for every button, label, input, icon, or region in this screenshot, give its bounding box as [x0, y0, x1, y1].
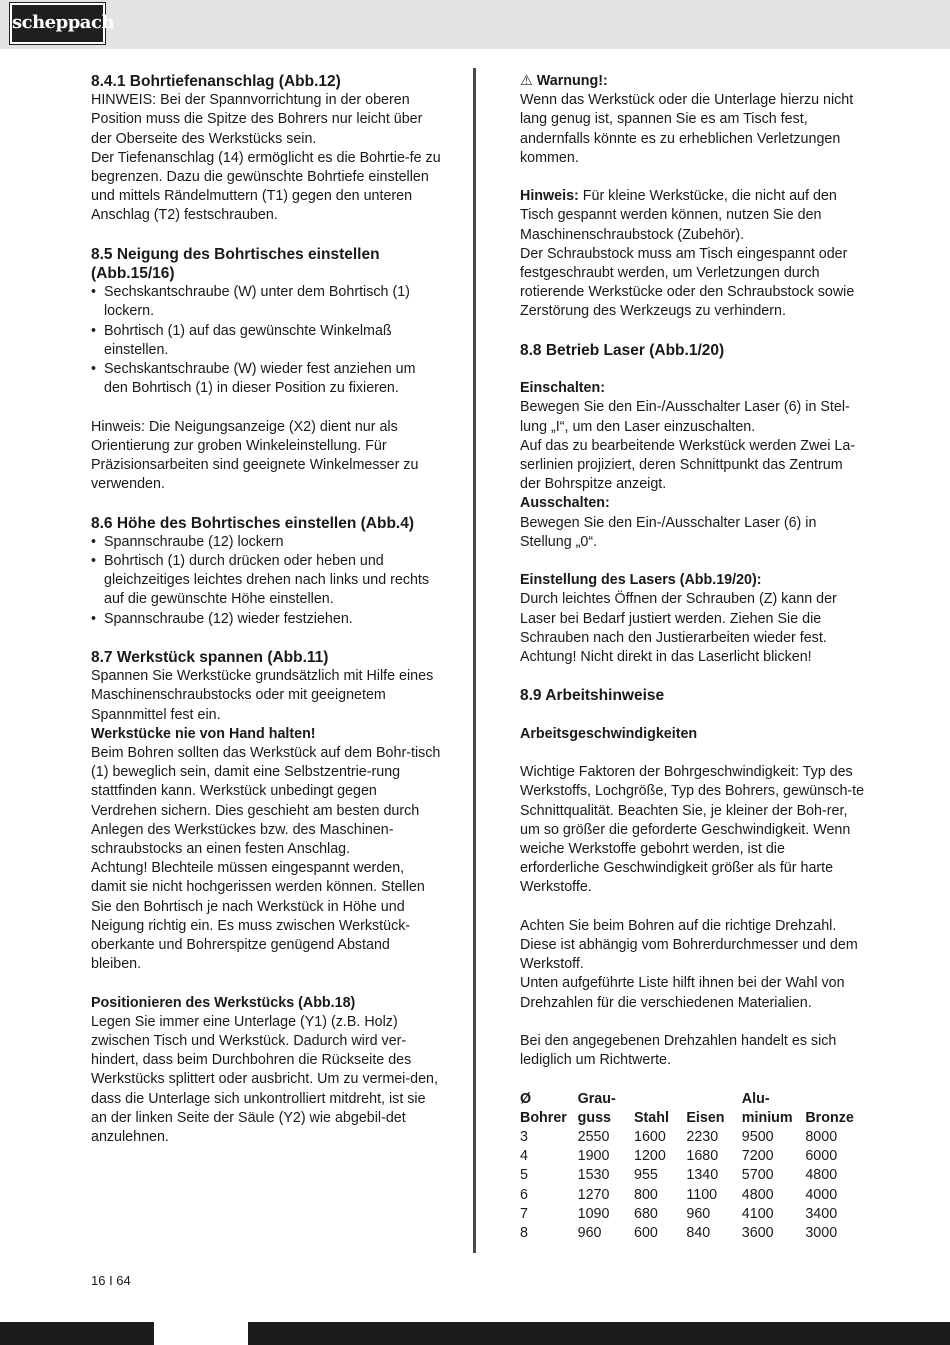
section-8-7-text: Spannen Sie Werkstücke grundsätzlich mit Hilfe eines Maschinenschraubstocks oder mit geeignetem Spannmittel fest ein.	[91, 668, 434, 723]
section-8-7-text-2: Beim Bohren sollten das Werkstück auf dem Bohr-tisch (1) beweglich sein, damit eine Selbstzentrie-rung stattfinden kann. Werkstück unbedingt gegen Verdrehen sichern. Dies geschieht am besten durch Anlegen des Werkstückes bzw. des Maschinen-schraubstocks an einen festen Anschlag.	[91, 745, 441, 858]
table-cell: 3000	[805, 1225, 838, 1242]
table-cell: 5700	[741, 1167, 774, 1184]
table-header-cell: Alu-	[741, 1090, 770, 1107]
table-cell: 8000	[805, 1129, 838, 1146]
hint-body: Für kleine Werkstücke, die nicht auf den Tisch gespannt werden können, nutzen Sie den Maschinenschraubstock (Zubehör).	[520, 188, 837, 243]
speed-table	[520, 1090, 865, 1244]
table-cell: 4000	[805, 1186, 838, 1203]
switch-on-title: Einschalten:	[520, 380, 606, 397]
table-cell: 6	[520, 1186, 528, 1203]
column-divider	[473, 68, 476, 1253]
table-row	[520, 1166, 865, 1185]
switch-on-text-2: Auf das zu bearbeitende Werkstück werden Zwei La-serlinien projiziert, deren Schnittpunkt das Zentrum der Bohrspitze anzeigt.	[520, 437, 856, 493]
table-cell: 840	[686, 1225, 711, 1242]
warning-text: Wenn das Werkstück oder die Unterlage hierzu nicht lang genug ist, spannen Sie es am Tisch fest, andernfalls könnte es zu erheblichen Verletzungen kommen.	[520, 92, 854, 166]
table-header-cell	[634, 1090, 686, 1109]
hint-text	[520, 187, 865, 245]
table-cell: 1270	[577, 1186, 610, 1203]
section-8-4-1-note: HINWEIS: Bei der Spannvorrichtung in der oberen Position muss die Spitze des Bohrers nur leicht über der Oberseite des Werkstücks sein.	[91, 92, 423, 147]
table-cell: 600	[634, 1225, 658, 1242]
footer-bar-gap	[154, 1322, 248, 1345]
table-header-row	[520, 1090, 865, 1109]
table-header-cell	[805, 1090, 865, 1109]
section-8-6-title: 8.6 Höhe des Bohrtisches einstellen (Abb.4)	[91, 514, 414, 532]
section-8-9-title: 8.9 Arbeitshinweise	[520, 687, 665, 705]
section-8-5-title: 8.5 Neigung des Bohrtisches einstellen (Abb.15/16)	[91, 245, 380, 283]
table-cell: 3600	[741, 1225, 774, 1242]
table-cell: 4800	[805, 1167, 838, 1184]
positioning-text: Legen Sie immer eine Unterlage (Y1) (z.B. Holz) zwischen Tisch und Werkstück. Dadurch wird ver-hindert, dass beim Durchbohren die Rückseite des Werkstücks splittert oder ausbricht. Um zu vermei-den, dass die Unterlage sich unkontrolliert mitdreht, ist sie an der linken Seite der Säule (Y2) wie abgebil-det anzulehnen.	[91, 1013, 438, 1146]
table-header-cell: Grau-	[577, 1090, 616, 1107]
table-cell: 2230	[686, 1129, 719, 1146]
section-8-5-list	[91, 283, 441, 398]
switch-off-text: Bewegen Sie den Ein-/Ausschalter Laser (6) in Stellung „0“.	[520, 514, 817, 550]
table-cell: 1530	[577, 1167, 610, 1184]
table-cell: 955	[634, 1167, 658, 1184]
list-item: • Bohrtisch (1) auf das gewünschte Winkelmaß einstellen.	[91, 322, 441, 360]
table-cell: 960	[686, 1205, 711, 1222]
table-cell: 4800	[741, 1186, 774, 1203]
table-cell: 1680	[686, 1148, 719, 1165]
table-cell: 1340	[686, 1167, 719, 1184]
page-number: 16 I 64	[91, 1273, 131, 1288]
warning-title: ⚠ Warnung!:	[520, 73, 608, 89]
section-8-6-list	[91, 533, 441, 629]
list-item: • Sechskantschraube (W) wieder fest anziehen um den Bohrtisch (1) in dieser Position zu fixieren.	[91, 360, 441, 398]
laser-adjust-text: Durch leichtes Öffnen der Schrauben (Z) kann der Laser bei Bedarf justiert werden. Ziehen Sie die Schrauben nach den Justierarbeiten wieder fest. Achtung! Nicht direkt in das Laserlicht blicken!	[520, 591, 837, 666]
table-header-cell: minium	[741, 1109, 793, 1126]
table-row	[520, 1205, 865, 1224]
table-header-cell	[686, 1090, 741, 1109]
table-cell: 1600	[634, 1129, 666, 1146]
table-cell: 5	[520, 1167, 528, 1184]
table-row	[520, 1186, 865, 1205]
table-cell: 8	[520, 1225, 528, 1242]
speeds-text-4: Bei den angegebenen Drehzahlen handelt es sich lediglich um Richtwerte.	[520, 1033, 837, 1069]
section-8-4-1-text: Der Tiefenanschlag (14) ermöglicht es die Bohrtie-fe zu begrenzen. Dazu die gewünschte Bohrtiefe einstellen und mittels Rändelmuttern (T1) gegen den unteren Anschlag (T2) festschrauben.	[91, 149, 441, 224]
section-8-7-title: 8.7 Werkstück spannen (Abb.11)	[91, 649, 329, 667]
table-header-cell: Eisen	[686, 1109, 725, 1126]
table-row	[520, 1224, 865, 1243]
table-header-cell: Bronze	[805, 1109, 854, 1126]
right-column	[520, 72, 865, 1243]
table-cell: 3	[520, 1129, 528, 1146]
switch-off-title: Ausschalten:	[520, 495, 610, 512]
table-header-cell: Bohrer	[520, 1109, 567, 1126]
table-cell: 7	[520, 1205, 528, 1222]
table-cell: 1090	[577, 1205, 610, 1222]
section-8-7-warning: Werkstücke nie von Hand halten!	[91, 725, 316, 742]
list-item: • Spannschraube (12) lockern	[91, 533, 441, 552]
table-cell: 4100	[741, 1205, 774, 1222]
table-header-cell: Stahl	[634, 1109, 669, 1126]
section-8-5-note: Hinweis: Die Neigungsanzeige (X2) dient nur als Orientierung zur groben Winkeleinstellung. Für Präzisionsarbeiten sind geeignete Winkelmesser zu verwenden.	[91, 418, 419, 493]
table-header-cell: Ø	[520, 1090, 532, 1107]
table-cell: 3400	[805, 1205, 838, 1222]
section-8-8-title: 8.8 Betrieb Laser (Abb.1/20)	[520, 341, 725, 359]
table-header-cell: guss	[577, 1109, 611, 1126]
table-cell: 1200	[634, 1148, 666, 1165]
table-cell: 7200	[741, 1148, 774, 1165]
scheppach-logo: scheppach	[10, 3, 105, 44]
table-cell: 9500	[741, 1129, 774, 1146]
list-item: • Bohrtisch (1) durch drücken oder heben und gleichzeitiges leichtes drehen nach links und rechts auf die gewünschte Höhe einstellen.	[91, 552, 441, 610]
section-8-4-1-title: 8.4.1 Bohrtiefenanschlag (Abb.12)	[91, 73, 341, 90]
laser-adjust-title: Einstellung des Lasers (Abb.19/20):	[520, 572, 762, 589]
header-bar	[0, 0, 950, 49]
list-item: • Sechskantschraube (W) unter dem Bohrtisch (1) lockern.	[91, 283, 441, 321]
hint-label: Hinweis:	[520, 188, 579, 205]
speeds-text: Wichtige Faktoren der Bohrgeschwindigkeit: Typ des Werkstoffs, Lochgröße, Typ des Bohrers, gewünsch-te Schnittqualität. Beachten Sie, je kleiner der Boh-rer, um so größer die geforderte Geschwindigkeit. Wenn weiche Werkstoffe gebohrt werden, ist die erforderliche Geschwindigkeit größer als für harte Werkstoffe.	[520, 764, 865, 896]
table-row	[520, 1128, 865, 1147]
table-cell: 1900	[577, 1148, 610, 1165]
table-header-row	[520, 1109, 865, 1128]
positioning-title: Positionieren des Werkstücks (Abb.18)	[91, 994, 356, 1011]
list-item: • Spannschraube (12) wieder festziehen.	[91, 610, 441, 629]
table-cell: 800	[634, 1186, 658, 1203]
table-cell: 2550	[577, 1129, 610, 1146]
table-row	[520, 1147, 865, 1166]
table-cell: 4	[520, 1148, 528, 1165]
table-cell: 960	[577, 1225, 602, 1242]
speeds-text-2: Achten Sie beim Bohren auf die richtige Drehzahl. Diese ist abhängig vom Bohrerdurchmesser und dem Werkstoff.	[520, 917, 858, 973]
table-cell: 6000	[805, 1148, 838, 1165]
footer-bar	[0, 1322, 950, 1345]
switch-on-text: Bewegen Sie den Ein-/Ausschalter Laser (6) in Stel-lung „I“, um den Laser einzuschalten.	[520, 399, 850, 435]
speeds-text-3: Unten aufgeführte Liste hilft ihnen bei der Wahl von Drehzahlen für die verschiedenen Materialien.	[520, 975, 845, 1011]
left-column	[91, 72, 441, 1147]
table-cell: 1100	[686, 1186, 718, 1203]
speeds-title: Arbeitsgeschwindigkeiten	[520, 725, 698, 742]
table-cell: 680	[634, 1205, 658, 1222]
table-body	[520, 1128, 865, 1243]
hint-text-2: Der Schraubstock muss am Tisch eingespannt oder festgeschraubt werden, um Verletzungen durch rotierende Werkstücke oder den Schraubstock sowie Zerstörung des Werkzeugs zu verhindern.	[520, 245, 855, 320]
section-8-7-text-3: Achtung! Blechteile müssen eingespannt werden, damit sie nicht hochgerissen werden können. Stellen Sie den Bohrtisch je nach Werkstück in Höhe und Neigung richtig ein. Es muss zwischen Werkstück-oberkante und Bohrerspitze genügend Abstand bleiben.	[91, 860, 425, 973]
